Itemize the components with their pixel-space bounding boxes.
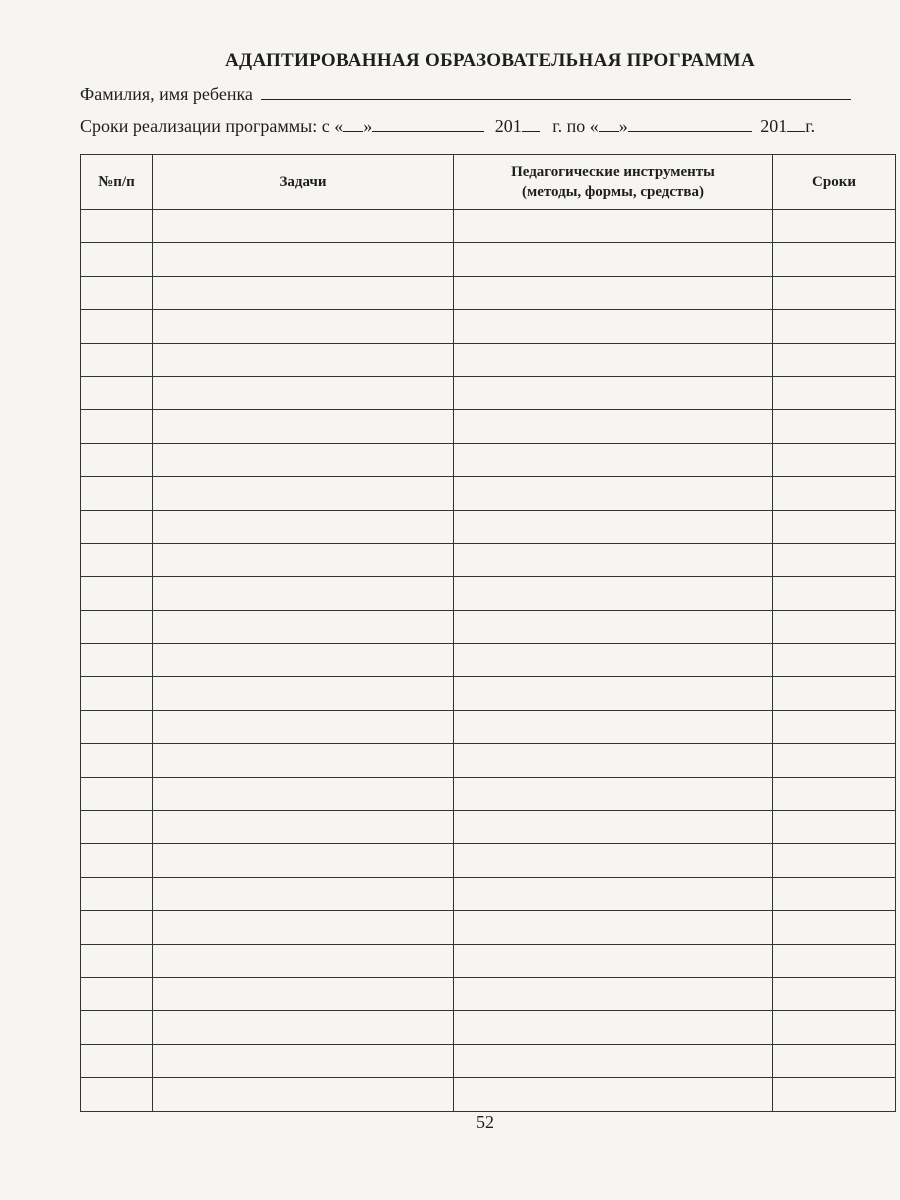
- cell-tools[interactable]: [454, 844, 773, 877]
- table-row: [81, 210, 896, 243]
- cell-task[interactable]: [153, 210, 454, 243]
- cell-task[interactable]: [153, 644, 454, 677]
- table-row: [81, 744, 896, 777]
- table-row: [81, 710, 896, 743]
- program-table: [80, 154, 896, 1112]
- cell-tools[interactable]: [454, 1078, 773, 1111]
- cell-dates[interactable]: [773, 310, 896, 343]
- cell-dates[interactable]: [773, 243, 896, 276]
- cell-tools[interactable]: [454, 376, 773, 409]
- page-number: 52: [476, 1112, 494, 1132]
- cell-number[interactable]: [81, 644, 153, 677]
- quote-close: »: [363, 116, 373, 136]
- col-number-header: №п/п: [81, 155, 153, 210]
- cell-number[interactable]: [81, 877, 153, 910]
- cell-number[interactable]: [81, 1011, 153, 1044]
- table-row: [81, 310, 896, 343]
- col-dates-header: Сроки: [773, 155, 896, 210]
- cell-dates[interactable]: [773, 944, 896, 977]
- cell-tools[interactable]: [454, 243, 773, 276]
- table-row: [81, 610, 896, 643]
- cell-dates[interactable]: [773, 1044, 896, 1077]
- cell-dates[interactable]: [773, 410, 896, 443]
- cell-dates[interactable]: [773, 510, 896, 543]
- cell-tools[interactable]: [454, 510, 773, 543]
- cell-tools[interactable]: [454, 677, 773, 710]
- cell-tools[interactable]: [454, 210, 773, 243]
- cell-dates[interactable]: [773, 644, 896, 677]
- cell-tools[interactable]: [454, 644, 773, 677]
- start-year-blank[interactable]: [522, 117, 540, 132]
- table-body: [81, 210, 896, 1112]
- cell-task[interactable]: [153, 610, 454, 643]
- cell-tools[interactable]: [454, 710, 773, 743]
- cell-number[interactable]: [81, 210, 153, 243]
- cell-task[interactable]: [153, 1078, 454, 1111]
- table-row: [81, 410, 896, 443]
- cell-task[interactable]: [153, 1044, 454, 1077]
- cell-number[interactable]: [81, 543, 153, 576]
- cell-number[interactable]: [81, 944, 153, 977]
- cell-number[interactable]: [81, 911, 153, 944]
- cell-dates[interactable]: [773, 577, 896, 610]
- cell-dates[interactable]: [773, 477, 896, 510]
- cell-number[interactable]: [81, 710, 153, 743]
- cell-tools[interactable]: [454, 343, 773, 376]
- end-month-blank[interactable]: [628, 117, 752, 132]
- table-row: [81, 376, 896, 409]
- cell-tools[interactable]: [454, 777, 773, 810]
- table-row: [81, 777, 896, 810]
- cell-dates[interactable]: [773, 376, 896, 409]
- cell-task[interactable]: [153, 510, 454, 543]
- table-row: [81, 243, 896, 276]
- cell-tools[interactable]: [454, 911, 773, 944]
- cell-number[interactable]: [81, 510, 153, 543]
- table-row: [81, 911, 896, 944]
- cell-number[interactable]: [81, 977, 153, 1010]
- table-row: [81, 644, 896, 677]
- cell-number[interactable]: [81, 343, 153, 376]
- cell-dates[interactable]: [773, 343, 896, 376]
- table-row: [81, 543, 896, 576]
- cell-task[interactable]: [153, 844, 454, 877]
- cell-tools[interactable]: [454, 944, 773, 977]
- table-row: [81, 944, 896, 977]
- cell-tools[interactable]: [454, 977, 773, 1010]
- cell-number[interactable]: [81, 1044, 153, 1077]
- cell-tools[interactable]: [454, 410, 773, 443]
- cell-task[interactable]: [153, 877, 454, 910]
- cell-number[interactable]: [81, 310, 153, 343]
- cell-task[interactable]: [153, 944, 454, 977]
- cell-number[interactable]: [81, 577, 153, 610]
- cell-tools[interactable]: [454, 276, 773, 309]
- cell-number[interactable]: [81, 777, 153, 810]
- cell-tools[interactable]: [454, 577, 773, 610]
- table-row: [81, 811, 896, 844]
- cell-number[interactable]: [81, 243, 153, 276]
- end-year-blank[interactable]: [787, 117, 805, 132]
- cell-number[interactable]: [81, 477, 153, 510]
- cell-tools[interactable]: [454, 543, 773, 576]
- cell-task[interactable]: [153, 477, 454, 510]
- table-row: [81, 577, 896, 610]
- child-name-blank[interactable]: [261, 85, 851, 100]
- cell-task[interactable]: [153, 911, 454, 944]
- start-month-blank[interactable]: [372, 117, 484, 132]
- cell-task[interactable]: [153, 443, 454, 476]
- cell-tools[interactable]: [454, 310, 773, 343]
- cell-dates[interactable]: [773, 1011, 896, 1044]
- cell-task[interactable]: [153, 243, 454, 276]
- table-header-row: [81, 155, 896, 210]
- cell-dates[interactable]: [773, 677, 896, 710]
- end-day-blank[interactable]: [599, 117, 619, 132]
- period-label: Сроки реализации программы: с «: [80, 116, 344, 136]
- cell-task[interactable]: [153, 677, 454, 710]
- cell-dates[interactable]: [773, 911, 896, 944]
- start-year-label: 201: [494, 116, 522, 136]
- year-suffix: г.: [805, 116, 816, 136]
- cell-task[interactable]: [153, 310, 454, 343]
- until-label: г. по «: [552, 116, 599, 136]
- cell-tools[interactable]: [454, 811, 773, 844]
- cell-tools[interactable]: [454, 877, 773, 910]
- cell-task[interactable]: [153, 343, 454, 376]
- col-tools-header: Педагогические инструменты (методы, формы, средства): [454, 155, 773, 210]
- cell-task[interactable]: [153, 710, 454, 743]
- cell-task[interactable]: [153, 811, 454, 844]
- cell-tools[interactable]: [454, 744, 773, 777]
- cell-dates[interactable]: [773, 811, 896, 844]
- start-day-blank[interactable]: [343, 117, 363, 132]
- cell-dates[interactable]: [773, 210, 896, 243]
- end-year-label: 201: [760, 116, 788, 136]
- col-tasks-header: Задачи: [153, 155, 454, 210]
- cell-number[interactable]: [81, 811, 153, 844]
- table-row: [81, 877, 896, 910]
- cell-tools[interactable]: [454, 477, 773, 510]
- cell-dates[interactable]: [773, 443, 896, 476]
- cell-dates[interactable]: [773, 977, 896, 1010]
- cell-dates[interactable]: [773, 610, 896, 643]
- cell-number[interactable]: [81, 276, 153, 309]
- cell-task[interactable]: [153, 376, 454, 409]
- cell-task[interactable]: [153, 1011, 454, 1044]
- cell-tools[interactable]: [454, 610, 773, 643]
- cell-task[interactable]: [153, 777, 454, 810]
- cell-dates[interactable]: [773, 1078, 896, 1111]
- cell-dates[interactable]: [773, 844, 896, 877]
- program-period-field: [80, 116, 815, 137]
- table-row: [81, 510, 896, 543]
- table-row: [81, 844, 896, 877]
- cell-dates[interactable]: [773, 777, 896, 810]
- cell-dates[interactable]: [773, 877, 896, 910]
- table-row: [81, 677, 896, 710]
- cell-number[interactable]: [81, 610, 153, 643]
- cell-task[interactable]: [153, 977, 454, 1010]
- cell-number[interactable]: [81, 677, 153, 710]
- cell-dates[interactable]: [773, 276, 896, 309]
- table-row: [81, 977, 896, 1010]
- cell-task[interactable]: [153, 410, 454, 443]
- child-name-label: Фамилия, имя ребенка: [80, 84, 253, 104]
- cell-task[interactable]: [153, 276, 454, 309]
- cell-task[interactable]: [153, 577, 454, 610]
- cell-number[interactable]: [81, 1078, 153, 1111]
- cell-task[interactable]: [153, 744, 454, 777]
- cell-task[interactable]: [153, 543, 454, 576]
- table-row: [81, 276, 896, 309]
- table-row: [81, 1044, 896, 1077]
- table-row: [81, 343, 896, 376]
- child-name-field: [80, 84, 851, 105]
- cell-number[interactable]: [81, 844, 153, 877]
- table-row: [81, 443, 896, 476]
- table-row: [81, 1078, 896, 1111]
- page-title: АДАПТИРОВАННАЯ ОБРАЗОВАТЕЛЬНАЯ ПРОГРАММА: [225, 50, 755, 71]
- cell-dates[interactable]: [773, 543, 896, 576]
- cell-tools[interactable]: [454, 443, 773, 476]
- cell-number[interactable]: [81, 443, 153, 476]
- cell-number[interactable]: [81, 410, 153, 443]
- cell-number[interactable]: [81, 376, 153, 409]
- cell-tools[interactable]: [454, 1011, 773, 1044]
- cell-tools[interactable]: [454, 1044, 773, 1077]
- cell-dates[interactable]: [773, 710, 896, 743]
- cell-dates[interactable]: [773, 744, 896, 777]
- quote-close-2: »: [618, 116, 628, 136]
- table-row: [81, 1011, 896, 1044]
- table-row: [81, 477, 896, 510]
- cell-number[interactable]: [81, 744, 153, 777]
